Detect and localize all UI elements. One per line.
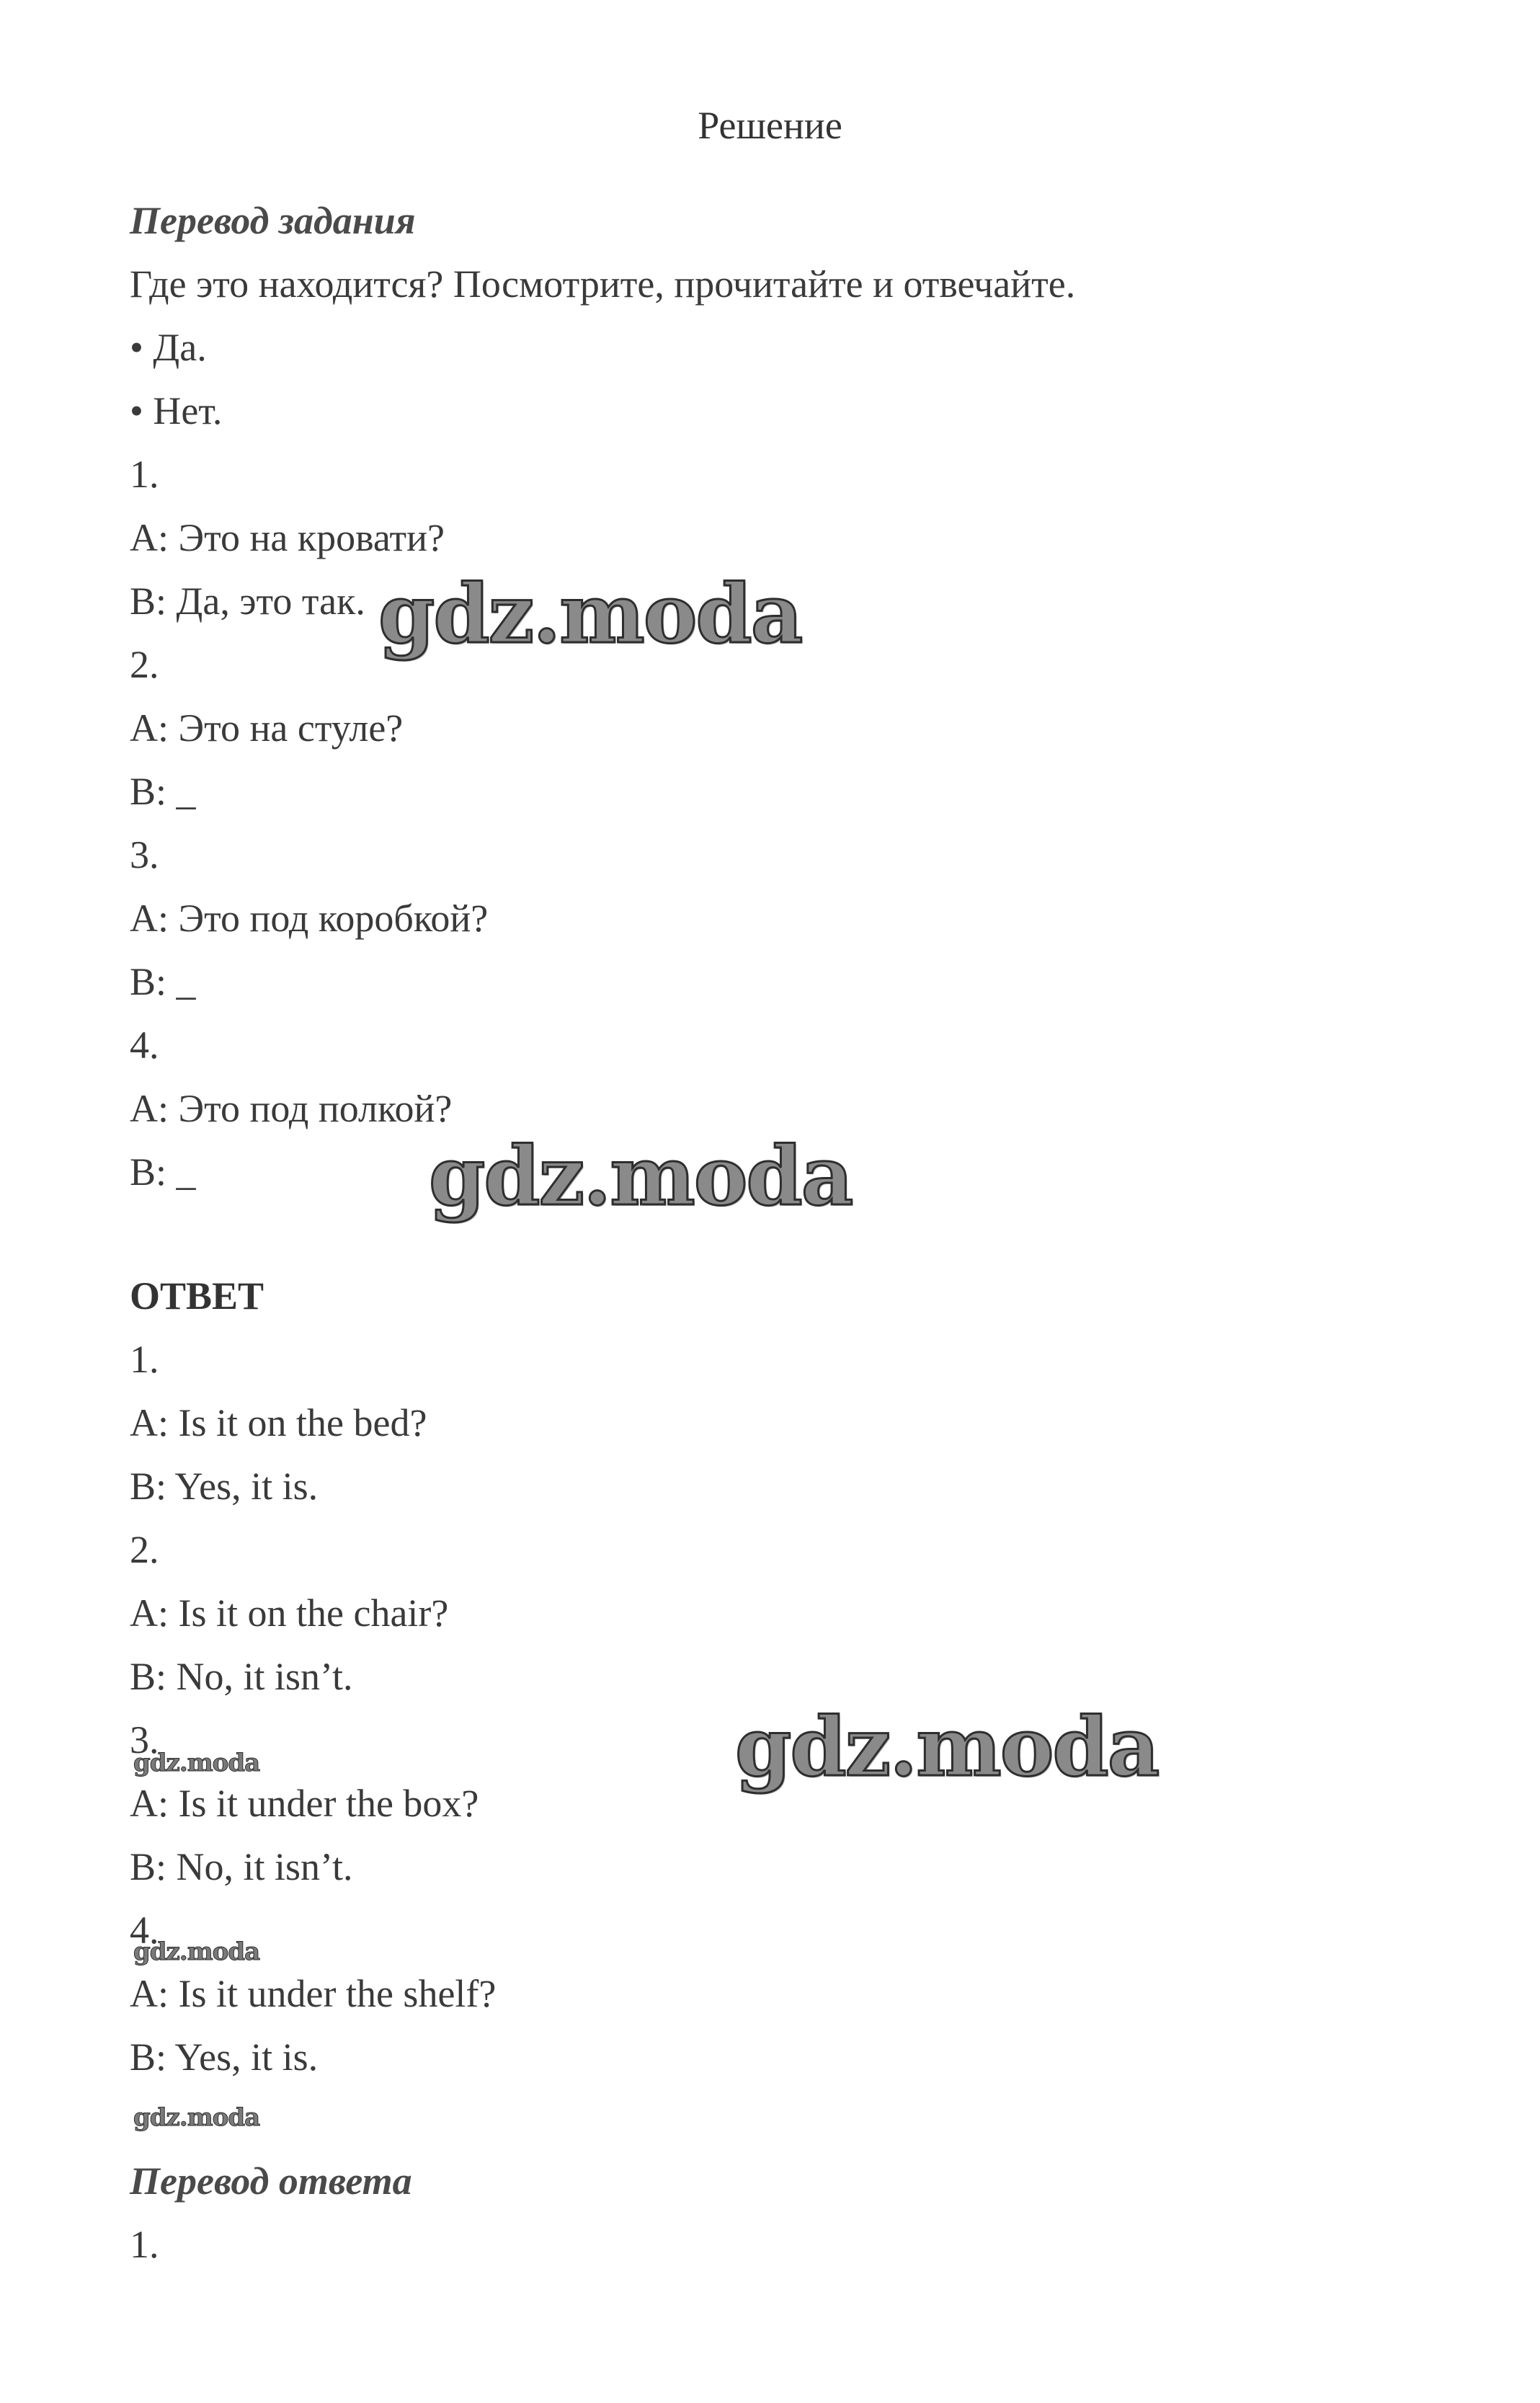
answer-line: 4. [130,1909,159,1952]
task-line: 3. [130,833,159,876]
document-body [130,189,1485,2276]
section-gap [130,2089,1485,2149]
answer-heading: ОТВЕТ [130,1274,264,1318]
task-line: B: _ [130,960,196,1003]
task-line: B: Да, это так. [130,579,365,623]
answer-line: B: Yes, it is. [130,1465,319,1508]
answer-line: A: Is it on the bed? [130,1401,427,1444]
task-line: A: Это под полкой? [130,1087,453,1130]
task-line: 2. [130,643,159,686]
watermark-logo-small: gdz.moda [133,1937,260,1966]
answer-line: A: Is it on the chair? [130,1591,449,1635]
task-line: B: _ [130,770,196,813]
answer-line: 1. [130,1338,159,1381]
watermark-logo-small: gdz.moda [133,1749,260,1777]
task-line: • Нет. [130,389,223,432]
task-translation-heading: Перевод задания [130,199,416,242]
answer-line: B: Yes, it is. [130,2035,319,2079]
page-title: Решение [698,104,842,147]
answer-line: 3. [130,1718,159,1762]
task-line: A: Это на кровати? [130,516,445,559]
answer-line: 2. [130,1528,159,1571]
task-line: Где это находится? Посмотрите, прочитайте и отвечайте. [130,262,1076,306]
task-line: 4. [130,1023,159,1067]
watermark-logo-small: gdz.moda [133,2103,260,2132]
answer-translation-line: 1. [130,2223,159,2266]
task-line: A: Это на стуле? [130,706,404,750]
task-line: • Да. [130,326,207,369]
answer-line: B: No, it isn’t. [130,1845,353,1888]
task-line: A: Это под коробкой? [130,897,489,940]
watermark-logo: gdz.moda [429,1129,853,1224]
answer-line: A: Is it under the box? [130,1782,479,1825]
answer-translation-heading: Перевод ответа [130,2159,412,2203]
task-line: B: _ [130,1150,196,1194]
answer-line: B: No, it isn’t. [130,1655,353,1698]
answer-line: A: Is it under the shelf? [130,1972,497,2015]
task-line: 1. [130,453,159,496]
watermark-logo: gdz.moda [378,567,802,662]
watermark-logo: gdz.moda [735,1700,1159,1795]
